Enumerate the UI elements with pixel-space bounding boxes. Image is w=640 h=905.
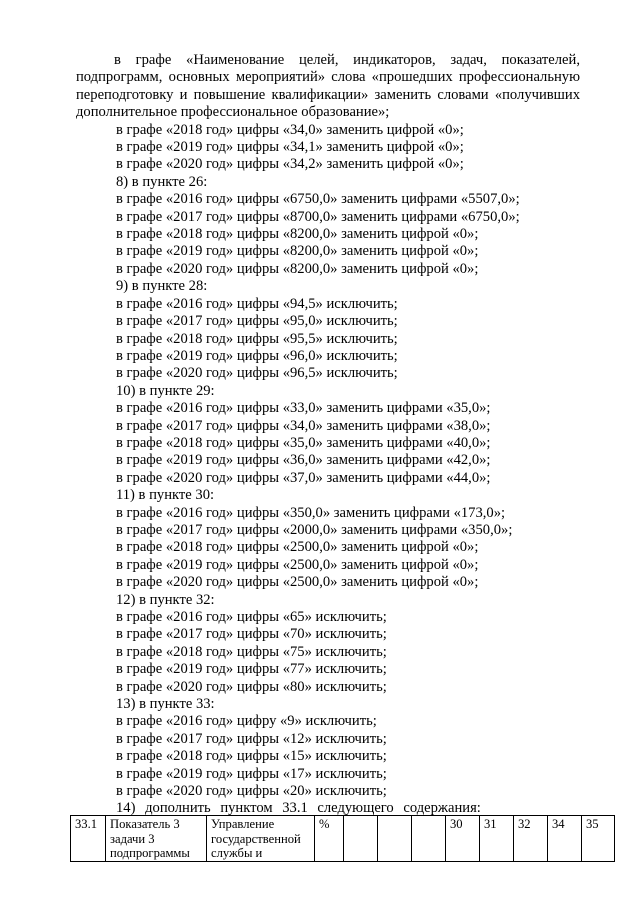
- amendment-line: в графе «2020 год» цифры «8200,0» заменить цифрой «0»;: [116, 260, 479, 277]
- table-cell-indicator: Показатель 3 задачи 3 подпрограммы: [106, 816, 207, 862]
- amendment-line: в графе «2018 год» цифры «8200,0» заменить цифрой «0»;: [116, 226, 479, 243]
- table-cell-value: 30: [446, 816, 480, 862]
- amendment-line: в графе «2020 год» цифры «20» исключить;: [116, 783, 387, 800]
- amendment-line: 13) в пункте 33:: [116, 696, 215, 713]
- indicator-table: [70, 815, 615, 862]
- amendment-line: в графе «2019 год» цифры «77» исключить;: [116, 661, 387, 678]
- intro-paragraph: в графе «Наименование целей, индикаторов, задач, показателей, подпрограмм, основных мероприятий» слова «прошедших профессиональную переподготовку и повышение квалификации» заменить словами «получивших дополнительное профессиональное образование»;: [76, 52, 580, 121]
- amendment-line: в графе «2017 год» цифры «12» исключить;: [116, 730, 387, 747]
- table-row: [71, 816, 615, 862]
- table-cell-value: [344, 816, 378, 862]
- amendment-line: в графе «2020 год» цифры «80» исключить;: [116, 678, 387, 695]
- amendment-line: 9) в пункте 28:: [116, 278, 208, 295]
- table-cell-value: 35: [582, 816, 615, 862]
- amendment-line: в графе «2019 год» цифры «17» исключить;: [116, 765, 387, 782]
- amendment-line: в графе «2017 год» цифры «8700,0» заменить цифрами «6750,0»;: [116, 208, 520, 225]
- amendment-line: в графе «2019 год» цифры «36,0» заменить цифрами «42,0»;: [116, 452, 491, 469]
- amendment-line: в графе «2020 год» цифры «37,0» заменить цифрами «44,0»;: [116, 469, 491, 486]
- amendment-line: 11) в пункте 30:: [116, 487, 215, 504]
- table-cell-value: 31: [480, 816, 514, 862]
- amendment-line: в графе «2018 год» цифры «15» исключить;: [116, 748, 387, 765]
- amendment-line: в графе «2017 год» цифры «2000,0» заменить цифрами «350,0»;: [116, 521, 513, 538]
- amendment-line: в графе «2019 год» цифры «8200,0» заменить цифрой «0»;: [116, 243, 479, 260]
- amendment-lines: [76, 122, 580, 818]
- amendment-line: в графе «2017 год» цифры «34,0» заменить цифрами «38,0»;: [116, 417, 491, 434]
- amendment-line: в графе «2018 год» цифры «75» исключить;: [116, 643, 387, 660]
- amendment-line: в графе «2016 год» цифры «33,0» заменить цифрами «35,0»;: [116, 400, 491, 417]
- amendment-line: в графе «2019 год» цифры «34,1» заменить цифрой «0»;: [116, 139, 464, 156]
- amendment-line: в графе «2020 год» цифры «34,2» заменить цифрой «0»;: [116, 156, 464, 173]
- amendment-line: в графе «2020 год» цифры «2500,0» заменить цифрой «0»;: [116, 574, 479, 591]
- amendment-line: в графе «2016 год» цифры «65» исключить;: [116, 609, 387, 625]
- amendment-line: в графе «2016 год» цифры «350,0» заменить цифрами «173,0»;: [116, 504, 506, 521]
- table-cell-executor: Управление государственной службы и: [207, 816, 315, 862]
- amendment-line: 14) дополнить пунктом 33.1 следующего содержания:: [116, 800, 481, 817]
- amendment-line: в графе «2019 год» цифры «96,0» исключить;: [116, 347, 398, 364]
- amendment-line: в графе «2018 год» цифры «2500,0» заменить цифрой «0»;: [116, 539, 479, 556]
- table-cell-number: 33.1: [71, 816, 106, 862]
- amendment-line: в графе «2018 год» цифры «35,0» заменить цифрами «40,0»;: [116, 434, 491, 451]
- table-cell-value: 34: [548, 816, 582, 862]
- amendment-line: в графе «2016 год» цифры «6750,0» заменить цифрами «5507,0»;: [116, 191, 520, 208]
- amendment-line: 10) в пункте 29:: [116, 382, 215, 399]
- amendment-line: в графе «2020 год» цифры «96,5» исключить;: [116, 365, 398, 382]
- amendment-line: 12) в пункте 32:: [116, 591, 215, 608]
- table-cell-value: [378, 816, 412, 862]
- amendment-line: в графе «2019 год» цифры «2500,0» заменить цифрой «0»;: [116, 556, 479, 573]
- amendment-line: 8) в пункте 26:: [116, 173, 208, 190]
- table-cell-value: 32: [514, 816, 548, 862]
- table-cell-value: [412, 816, 446, 862]
- amendment-line: в графе «2018 год» цифры «95,5» исключить;: [116, 330, 398, 347]
- amendment-line: в графе «2016 год» цифры «94,5» исключить;: [116, 295, 398, 312]
- table-cell-unit: %: [315, 816, 344, 862]
- amendment-line: в графе «2016 год» цифру «9» исключить;: [116, 713, 377, 730]
- amendment-line: в графе «2018 год» цифры «34,0» заменить цифрой «0»;: [116, 121, 464, 138]
- amendment-line: в графе «2017 год» цифры «95,0» исключить;: [116, 313, 398, 330]
- document-body: [76, 52, 580, 818]
- amendment-line: в графе «2017 год» цифры «70» исключить;: [116, 626, 387, 643]
